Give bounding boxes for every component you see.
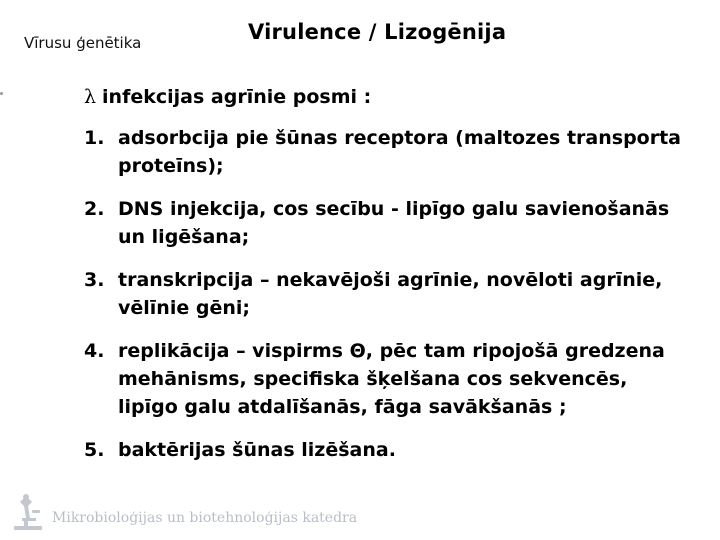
step-text: transkripcija – nekavējoši agrīnie, novēloti agrīnie, vēlīnie gēni; bbox=[118, 269, 663, 319]
step-text: baktērijas šūnas lizēšana. bbox=[118, 439, 396, 461]
step-number: 1. bbox=[84, 127, 105, 149]
list-item bbox=[84, 195, 684, 251]
step-number: 5. bbox=[84, 439, 105, 461]
steps-list bbox=[84, 124, 684, 479]
bullet-dot bbox=[0, 92, 3, 95]
course-label: Vīrusu ģenētika bbox=[24, 34, 142, 52]
slide-title: Virulence / Lizogēnija bbox=[248, 20, 507, 44]
step-number: 4. bbox=[84, 340, 105, 362]
department-name: Mikrobioloģijas un biotehnoloģijas katedra bbox=[52, 510, 358, 526]
list-item bbox=[84, 337, 684, 421]
intro-text: infekcijas agrīnie posmi : bbox=[102, 86, 372, 108]
step-text: DNS injekcija, cos secību - lipīgo galu savienošanās un ligēšana; bbox=[118, 198, 670, 248]
step-number: 2. bbox=[84, 198, 105, 220]
list-item bbox=[84, 124, 684, 180]
step-text: replikācija – vispirms Θ, pēc tam ripojošā gredzena mehānisms, specifiska šķelšana cos sekvencēs, lipīgo galu atdalīšanās, fāga savākšanās ; bbox=[118, 340, 665, 418]
lambda-symbol: λ bbox=[84, 86, 97, 108]
department-footer bbox=[10, 492, 357, 532]
microscope-icon bbox=[10, 492, 46, 532]
step-text: adsorbcija pie šūnas receptora (maltozes transporta proteīns); bbox=[118, 127, 682, 177]
list-item bbox=[84, 266, 684, 322]
list-item bbox=[84, 436, 684, 464]
intro-line bbox=[84, 86, 371, 108]
step-number: 3. bbox=[84, 269, 105, 291]
